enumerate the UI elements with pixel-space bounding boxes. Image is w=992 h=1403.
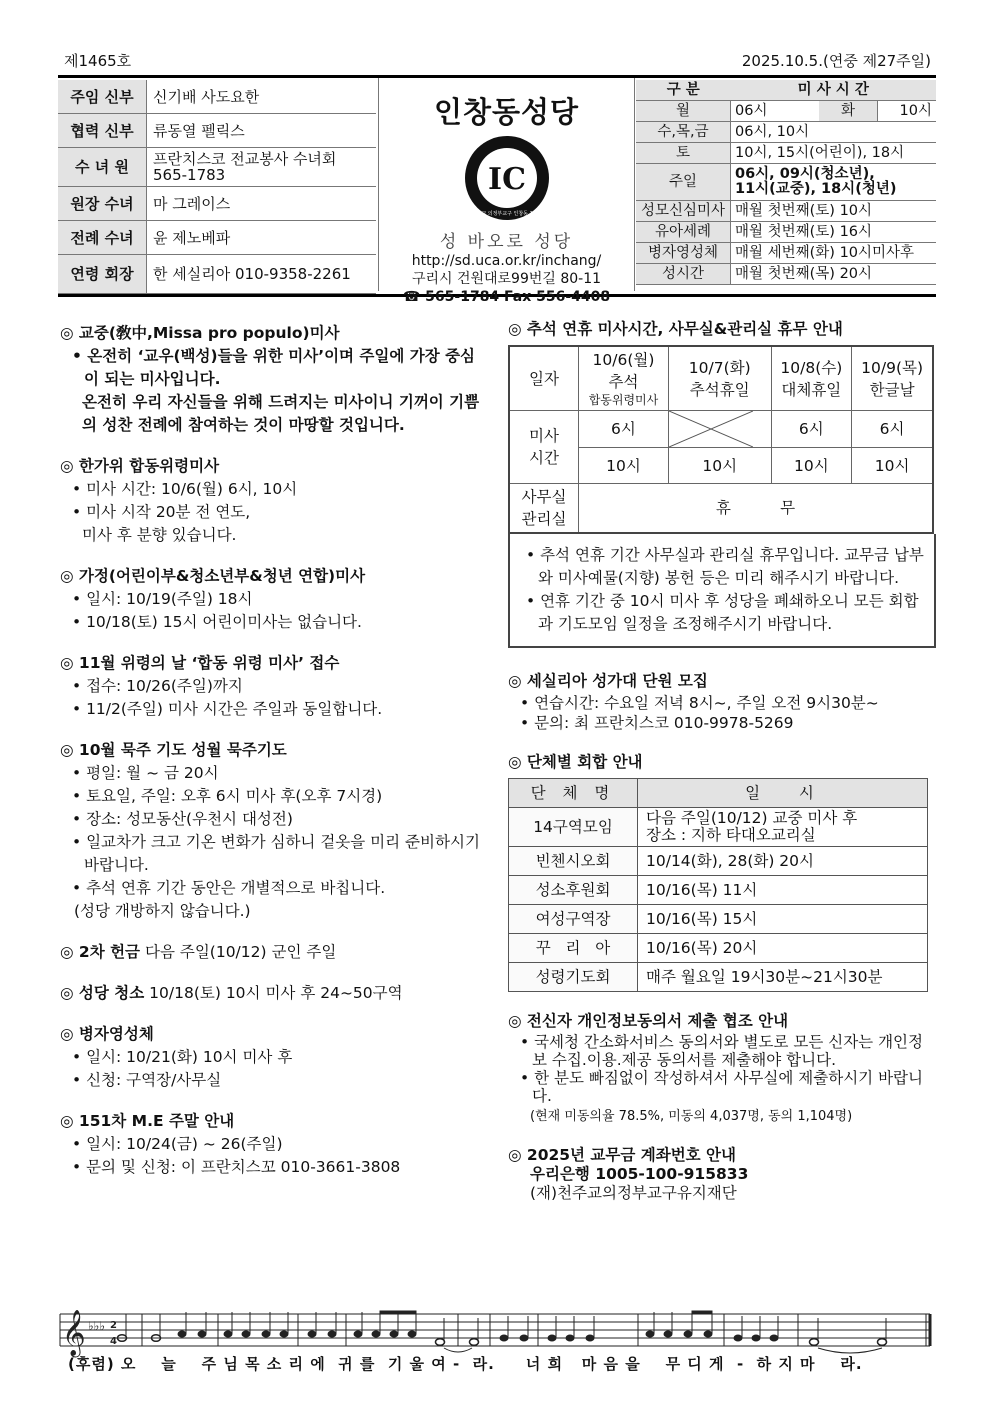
meeting-group: 14구역모임 (509, 808, 638, 847)
meeting-time: 매주 월요일 19시30분~21시30분 (638, 963, 928, 992)
extra-value: 매월 첫번째(토) 10시 (731, 201, 937, 222)
mass-time: 6시 (852, 411, 933, 448)
section-title: ◎ 세실리아 성가대 단원 모집 (508, 672, 708, 690)
section-text: 10/18(토) 10시 미사 후 24~50구역 (149, 984, 403, 1002)
time-sun-line1: 06시, 09시(청소년), (735, 166, 875, 182)
meeting-time: 10/14(화), 28(화) 20시 (638, 847, 928, 876)
clergy-row (58, 148, 376, 187)
section-title: ◎ 151차 M.E 주말 안내 (60, 1112, 235, 1130)
paragraph: 미사 후 분향 있습니다. (82, 526, 237, 544)
row-header-line: 미사 (529, 427, 559, 445)
date-label: 추석 (608, 373, 639, 391)
meeting-group: 여성구역장 (509, 905, 638, 934)
bullet-item: • 문의: 최 프란치스코 010-9978-5269 (520, 714, 794, 732)
row-header-line: 관리실 (521, 510, 567, 528)
table-row (509, 934, 928, 963)
section-title: ◎ 전신자 개인정보동의서 제출 협조 안내 (508, 1012, 789, 1030)
clergy-table (58, 80, 376, 294)
bullet-item: • 추석 연휴 기간 동안은 개별적으로 바칩니다. (72, 879, 386, 897)
bullet-item: • 온전히 ‘교우(백성)들을 위한 미사’이며 주일에 가장 중심이 되는 미사입니다. (72, 347, 476, 388)
section-sick-communion (60, 1023, 485, 1092)
meeting-group: 빈첸시오회 (509, 847, 638, 876)
clergy-name (147, 148, 377, 187)
privacy-note: (현재 미동의율 78.5%, 미동의 4,037명, 동의 1,104명) (530, 1109, 853, 1124)
bullet-item: • 신청: 구역장/사무실 (72, 1071, 222, 1089)
clergy-name: 한 세실리아 010-9358-2261 (147, 255, 377, 294)
parish-address: 구리시 건원대로99번길 80-11 (411, 271, 602, 287)
mass-row-wed-fri (636, 122, 936, 143)
day-mon: 월 (636, 101, 731, 122)
lyrics: (후렴) 오 늘 주 님 목 소 리 에 귀 를 기 울 여 - 라. 너 희 마 음 을 무 디 게 - 하 지 마 라. (68, 1355, 863, 1373)
extra-label: 병자영성체 (636, 243, 731, 264)
bullet-item: • 미사 시간: 10/6(월) 6시, 10시 (72, 480, 298, 498)
section-title: ◎ 한가위 합동위령미사 (60, 457, 220, 475)
mass-schedule-table (636, 80, 936, 285)
chuseok-mass-row (509, 411, 933, 448)
date-cell (579, 346, 669, 411)
parish-logo (462, 133, 552, 223)
section-title: ◎ 성당 청소 (60, 984, 145, 1002)
chuseok-office-row (509, 484, 933, 534)
bullet-item: • 일교차가 크고 기온 변화가 심하니 겉옷을 미리 준비하시기 바랍니다. (72, 833, 480, 874)
day-wed-fri: 수,목,금 (636, 122, 731, 143)
meeting-group: 성령기도회 (509, 963, 638, 992)
section-family-mass (60, 565, 485, 634)
key-signature-icon: ♭♭♭ (88, 1319, 105, 1333)
section-title: ◎ 2차 헌금 (60, 943, 141, 961)
section-rosary (60, 739, 485, 923)
meet-header-group: 단 체 명 (509, 779, 638, 808)
table-row (509, 876, 928, 905)
meeting-time: 10/16(목) 20시 (638, 934, 928, 963)
day-tue: 화 (819, 101, 878, 122)
time-signature-bottom: 4 (110, 1336, 117, 1347)
meeting-time-line: 다음 주일(10/12) 교중 미사 후 (646, 809, 858, 827)
logo-text: IC (487, 162, 526, 197)
time-signature-top: 2 (110, 1320, 117, 1331)
notes (118, 1311, 887, 1345)
meet-header-time: 일 시 (638, 779, 928, 808)
mass-row-extra (636, 264, 936, 285)
section-title: ◎ 단체별 회합 안내 (508, 753, 643, 771)
patron-name: 성 바오로 성당 (439, 232, 574, 252)
bullet-item: • 일시: 10/19(주일) 18시 (72, 590, 253, 608)
chuseok-table (508, 345, 934, 534)
bullet-item: • 10/18(토) 15시 어린이미사는 없습니다. (72, 613, 362, 631)
meetings-header (509, 779, 928, 808)
clergy-row (58, 221, 376, 255)
clergy-row (58, 114, 376, 148)
section-main-mass (60, 322, 485, 437)
date-cell (668, 346, 771, 411)
section-account (508, 1146, 936, 1203)
extra-value: 매월 세번째(화) 10시미사후 (731, 243, 937, 264)
section-title: ◎ 10월 묵주 기도 성월 묵주기도 (60, 741, 287, 759)
convent-name: 프란치스코 전교봉사 수녀회 (153, 150, 337, 168)
header (58, 75, 936, 305)
paragraph: (성당 개방하지 않습니다.) (74, 902, 251, 920)
section-title: ◎ 가정(어린이부&청소년부&청년 연합)미사 (60, 567, 366, 585)
cross-mark-icon (669, 411, 753, 447)
date-label: 추석휴일 (689, 380, 750, 399)
col-header: 구 분 (636, 80, 731, 101)
row-header (509, 411, 579, 484)
bullet-item: • 일시: 10/21(화) 10시 미사 후 (72, 1048, 293, 1066)
section-cleaning (60, 982, 485, 1005)
row-header-line: 사무실 (521, 488, 567, 506)
section-title: ◎ 11월 위령의 날 ‘합동 위령 미사’ 접수 (60, 654, 340, 672)
logo-ring-text: 천주교 의정부교구 인창동 1997 (471, 211, 542, 217)
section-chuseok (508, 318, 936, 648)
section-meetings (508, 751, 936, 992)
issue-number: 제1465호 (64, 52, 132, 70)
treble-clef-icon: 𝄞 (62, 1310, 86, 1356)
section-text: 다음 주일(10/12) 군인 주일 (144, 943, 337, 961)
extra-value: 매월 첫번째(목) 20시 (731, 264, 937, 285)
staff-lines (60, 1314, 930, 1346)
clergy-row (58, 80, 376, 114)
mass-row-extra (636, 243, 936, 264)
date: 10/7(화) (688, 358, 751, 377)
table-row (509, 847, 928, 876)
bullet-item: • 일시: 10/24(금) ~ 26(주일) (72, 1135, 283, 1153)
row-header-line: 시간 (529, 449, 559, 467)
chuseok-date-row (509, 346, 933, 411)
meetings-table (508, 778, 928, 992)
bullet-item: • 국세청 간소화서비스 동의서와 별도로 모든 신자는 개인정보 수집.이용.제공 동의서를 제출해야 합니다. (520, 1033, 923, 1069)
clergy-row (58, 255, 376, 294)
section-choir (508, 670, 936, 733)
parish-name: 인창동성당 (433, 95, 580, 129)
clergy-name: 마 그레이스 (147, 187, 377, 221)
bullet-item: • 11/2(주일) 미사 시간은 주일과 동일합니다. (72, 700, 383, 718)
issue-date: 2025.10.5.(연중 제27주일) (741, 52, 931, 70)
convent-phone: 565-1783 (153, 166, 226, 184)
date-cell (771, 346, 852, 411)
meeting-group: 성소후원회 (509, 876, 638, 905)
section-title: ◎ 추석 연휴 미사시간, 사무실&관리실 휴무 안내 (508, 320, 843, 338)
mass-row-sat (636, 143, 936, 164)
mass-time: 6시 (771, 411, 852, 448)
time-sat: 10시, 15시(어린이), 18시 (731, 143, 937, 164)
mass-time: 10시 (771, 448, 852, 484)
bullet-item: • 연습시간: 수요일 저녁 8시~, 주일 오전 9시30분~ (520, 694, 879, 712)
parish-url[interactable]: http://sd.uca.or.kr/inchang/ (411, 253, 602, 269)
mass-row-extra (636, 201, 936, 222)
bullet-item: • 미사 시작 20분 전 연도, (72, 503, 251, 521)
clergy-role: 원장 수녀 (58, 187, 147, 221)
section-second-collection (60, 941, 485, 964)
clergy-role: 수 녀 원 (58, 148, 147, 187)
tie-icon (444, 1348, 472, 1352)
section-all-souls (60, 652, 485, 721)
parish-phone: ☎ 565-1784 Fax 556-4408 (402, 289, 611, 305)
meeting-time: 10/16(목) 11시 (638, 876, 928, 905)
clergy-role: 협력 신부 (58, 114, 147, 148)
bullet-item: • 평일: 월 ~ 금 20시 (72, 764, 219, 782)
day-sat: 토 (636, 143, 731, 164)
extra-label: 성모신심미사 (636, 201, 731, 222)
mass-time: 10시 (852, 448, 933, 484)
clergy-role: 주임 신부 (58, 80, 147, 114)
time-wed-fri: 06시, 10시 (731, 122, 937, 143)
time-header: 미 사 시 간 (731, 80, 937, 101)
clergy-name: 신기배 사도요한 (147, 80, 377, 114)
clergy-role: 전례 수녀 (58, 221, 147, 255)
top-line (60, 48, 935, 72)
clergy-role: 연령 회장 (58, 255, 147, 294)
music-score (58, 1300, 936, 1390)
mass-row-sun (636, 164, 936, 201)
mass-time: 10시 (668, 448, 771, 484)
table-row (509, 905, 928, 934)
date-label: 한글날 (869, 380, 915, 399)
day-sun: 주일 (636, 164, 731, 201)
table-row (509, 963, 928, 992)
bullet-item: • 추석 연휴 기간 사무실과 관리실 휴무입니다. 교무금 납부와 미사예물(지향) 봉헌 등은 미리 해주시기 바랍니다. (526, 546, 924, 587)
bank-account: 우리은행 1005-100-915833 (530, 1165, 749, 1183)
extra-value: 매월 첫번째(토) 16시 (731, 222, 937, 243)
bullet-item: • 문의 및 신청: 이 프란치스꼬 010-3661-3808 (72, 1158, 401, 1176)
section-me-weekend (60, 1110, 485, 1179)
left-column (60, 322, 485, 1197)
date: 10/8(수) (780, 358, 843, 377)
closed-cell: 휴 무 (579, 484, 934, 534)
meeting-place: 장소 : 지하 타대오교리실 (646, 826, 816, 844)
date-label: 대체휴일 (781, 380, 842, 399)
section-title: ◎ 병자영성체 (60, 1025, 154, 1043)
bullet-item: • 토요일, 주일: 오후 6시 미사 후(오후 7시경) (72, 787, 383, 805)
mass-header-row (636, 80, 936, 101)
account-holder: (재)천주교의정부교구유지재단 (530, 1184, 737, 1202)
mass-row-extra (636, 222, 936, 243)
clergy-name: 류동열 펠릭스 (147, 114, 377, 148)
date: 10/6(월) (592, 351, 655, 369)
time-mon: 06시 (731, 101, 820, 122)
section-title: ◎ 교중(敎中,Missa pro populo)미사 (60, 324, 340, 342)
meeting-time (638, 808, 928, 847)
bullet-item: • 장소: 성모동산(우천시 대성전) (72, 810, 293, 828)
clergy-name: 윤 제노베파 (147, 221, 377, 255)
bullet-item: • 접수: 10/26(주일)까지 (72, 677, 243, 695)
mass-row-mon-tue (636, 101, 936, 122)
date-sub: 합동위령미사 (588, 393, 659, 407)
chuseok-notes (508, 534, 936, 648)
mass-time: 10시 (579, 448, 669, 484)
section-memorial-mass (60, 455, 485, 547)
meeting-time: 10/16(목) 15시 (638, 905, 928, 934)
time-tue: 10시 (878, 101, 937, 122)
date-cell (852, 346, 933, 411)
parish-info (378, 78, 635, 305)
right-column (508, 318, 936, 1221)
mass-time: 6시 (579, 411, 669, 448)
extra-label: 성시간 (636, 264, 731, 285)
bullet-item: • 연휴 기간 중 10시 미사 후 성당을 폐쇄하오니 모든 회합과 기도모임 일정을 조정해주시기 바랍니다. (526, 592, 919, 633)
time-sun (731, 164, 937, 201)
row-header: 일자 (509, 346, 579, 411)
extra-label: 유아세례 (636, 222, 731, 243)
time-sun-line2: 11시(교중), 18시(청년) (735, 181, 897, 197)
no-mass-cell (668, 411, 771, 448)
section-title: ◎ 2025년 교무금 계좌번호 안내 (508, 1146, 736, 1164)
row-header (509, 484, 579, 534)
bullet-item: • 한 분도 빠짐없이 작성하셔서 사무실에 제출하시기 바랍니다. (520, 1069, 923, 1105)
date: 10/9(목) (861, 358, 924, 377)
section-privacy (508, 1010, 936, 1128)
clergy-row (58, 187, 376, 221)
meeting-group: 꾸 리 아 (509, 934, 638, 963)
table-row (509, 808, 928, 847)
paragraph: 온전히 우리 자신들을 위해 드려지는 미사이니 기꺼이 기쁨의 성찬 전례에 참여하는 것이 마땅할 것입니다. (82, 393, 480, 434)
